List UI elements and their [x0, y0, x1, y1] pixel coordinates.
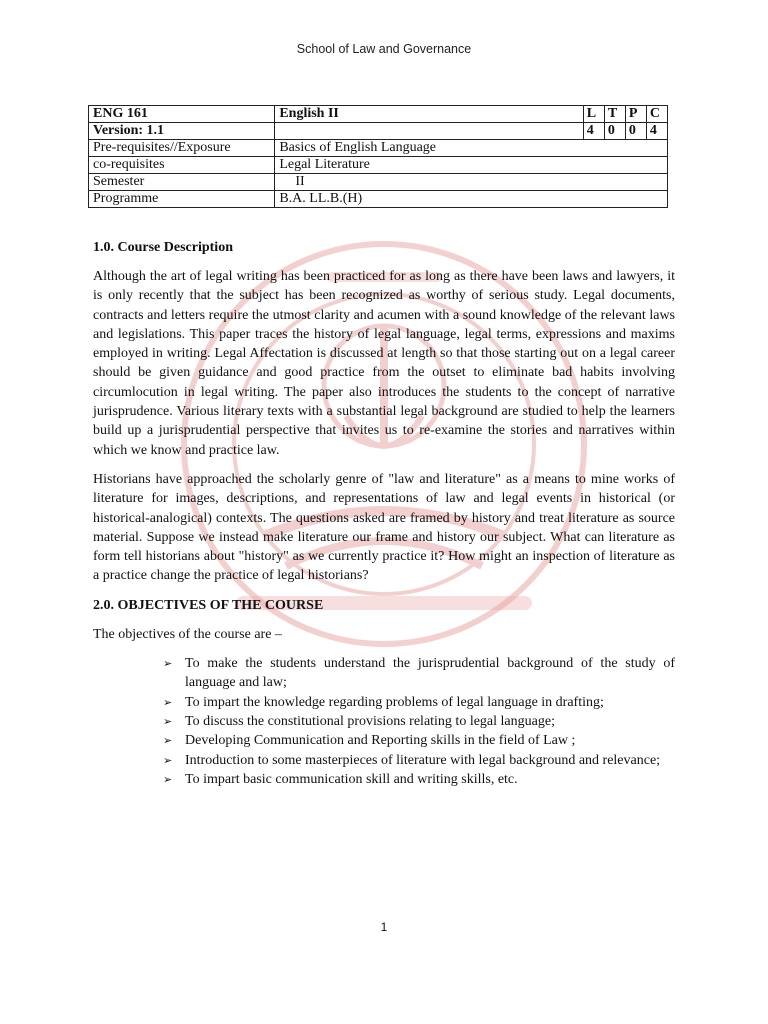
list-item — [163, 712, 675, 731]
objective-text: To impart the knowledge regarding problems of legal language in drafting; — [185, 694, 604, 710]
objectives-list — [93, 654, 675, 789]
list-item — [163, 770, 675, 789]
course-version: Version: 1.1 — [89, 123, 275, 140]
ltpc-header-c: C — [646, 106, 667, 123]
table-row — [89, 140, 668, 157]
objective-text: To discuss the constitutional provisions relating to legal language; — [185, 713, 555, 729]
ltpc-value-c: 4 — [646, 123, 667, 140]
table-row — [89, 174, 668, 191]
section-heading-course-description: 1.0. Course Description — [93, 240, 233, 255]
row-label: Semester — [89, 174, 275, 191]
arrow-bullet-icon: ➢ — [163, 714, 173, 728]
row-label: Programme — [89, 191, 275, 208]
objective-text: Developing Communication and Reporting skills in the field of Law ; — [185, 733, 576, 749]
row-label: Pre-requisites//Exposure — [89, 140, 275, 157]
objective-text: To make the students understand the jurisprudential background of the study of language and law; — [185, 656, 675, 691]
course-info-table — [88, 105, 668, 208]
table-row — [89, 106, 668, 123]
document-body — [93, 238, 675, 789]
ltpc-header-t: T — [604, 106, 625, 123]
ltpc-header-p: P — [625, 106, 646, 123]
row-value: II — [275, 174, 668, 191]
description-paragraph: Although the art of legal writing has been practiced for as long as there have been laws and lawyers, it is only recently that the subject has been recognized as worthy of serious study. Legal documents, contracts and letters require the utmost clarity and acumen with a sound knowledge of the relevant laws and legislations. This paper traces the history of legal language, legal terms, expressions and maxims employed in writing. Legal Affectation is discussed at length so that those starting out on a legal career should be given guidance and good practice from the outset to eliminate bad habits involving circumlocution in legal writing. The paper also introduces the students to the concept of narrative jurisprudence. Various literary texts with a substantial legal background are studied to help the learners build up a jurisprudential perspective that invites us to re-examine the stories and narratives within which we know and practice law. — [93, 269, 675, 458]
empty-cell — [275, 123, 583, 140]
list-item — [163, 693, 675, 712]
list-item — [163, 654, 675, 693]
course-code: ENG 161 — [89, 106, 275, 123]
ltpc-value-l: 4 — [583, 123, 604, 140]
table-row — [89, 191, 668, 208]
arrow-bullet-icon: ➢ — [163, 695, 173, 709]
row-value: B.A. LL.B.(H) — [275, 191, 668, 208]
row-value: Legal Literature — [275, 157, 668, 174]
objective-text: Introduction to some masterpieces of literature with legal background and relevance; — [185, 752, 661, 768]
section-heading-objectives: 2.0. OBJECTIVES OF THE COURSE — [93, 597, 324, 613]
row-label: co-requisites — [89, 157, 275, 174]
ltpc-value-p: 0 — [625, 123, 646, 140]
arrow-bullet-icon: ➢ — [163, 772, 173, 786]
objective-text: To impart basic communication skill and writing skills, etc. — [185, 771, 518, 787]
table-row — [89, 123, 668, 140]
row-value: Basics of English Language — [275, 140, 668, 157]
ltpc-value-t: 0 — [604, 123, 625, 140]
list-item — [163, 731, 675, 750]
arrow-bullet-icon: ➢ — [163, 657, 173, 671]
arrow-bullet-icon: ➢ — [163, 753, 173, 767]
page-number: 1 — [380, 920, 388, 934]
list-item — [163, 751, 675, 770]
description-paragraph: Historians have approached the scholarly genre of "law and literature" as a means to mine works of literature for images, descriptions, and representations of law and legal events in historical (or historical-analogical) contexts. The questions asked are framed by history and treat literature as source material. Suppose we instead make literature our frame and history our subject. What can literature as form tell historians about "history" as we currently practice it? How might an inspection of literature as a practice change the practice of legal historians? — [93, 471, 675, 584]
course-title: English II — [275, 106, 583, 123]
arrow-bullet-icon: ➢ — [163, 734, 173, 748]
table-row — [89, 157, 668, 174]
page-header: School of Law and Governance — [296, 42, 472, 56]
objectives-intro: The objectives of the course are – — [93, 626, 282, 642]
ltpc-header-l: L — [583, 106, 604, 123]
